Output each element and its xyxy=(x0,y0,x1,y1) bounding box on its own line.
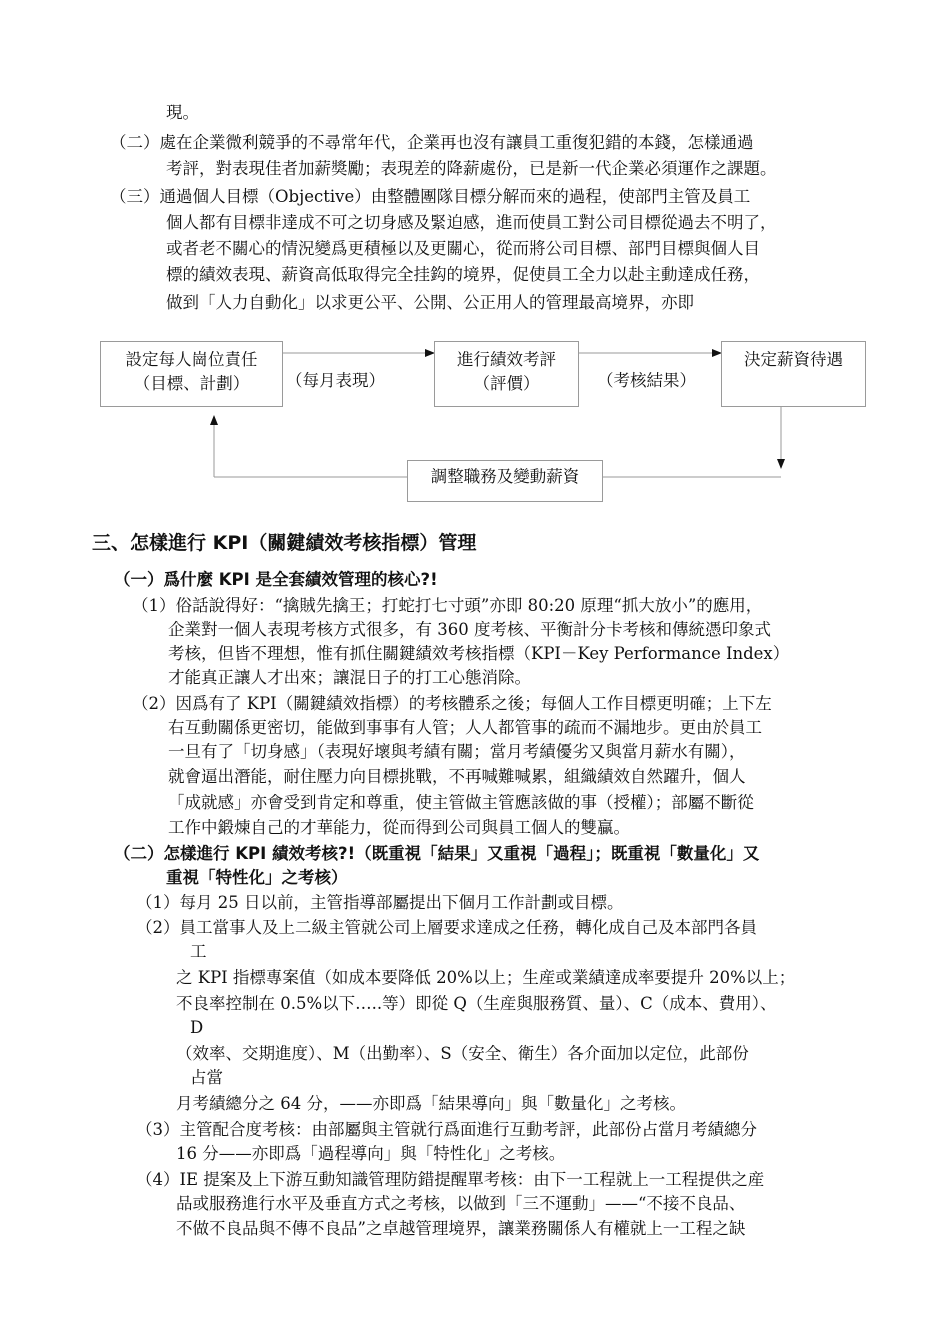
flow-box-determine-salary xyxy=(721,341,866,407)
flow-label-monthly-performance: （每月表現） xyxy=(286,371,385,390)
flow-diagram xyxy=(0,0,950,520)
subsection-2-title-line-2: 重視「特性化」之考核） xyxy=(166,868,348,887)
subsection-2-title-line-1: （二）怎樣進行 KPI 績效考核?!（既重視「結果」又重視「過程」；既重視「數量化」又 xyxy=(114,844,760,863)
sub2-item-2-line-4: 不良率控制在 0.5%以下…..等）即從 Q（生産與服務質、量）、C（成本、費用）、 xyxy=(176,994,777,1013)
sub2-item-2-line-7: 占當 xyxy=(190,1068,223,1087)
flow-box-adjust-position xyxy=(407,460,603,502)
paragraph-3-line-5: 做到「人力自動化」以求更公平、公開、公正用人的管理最高境界，亦即 xyxy=(166,293,694,312)
flow-box-performance-review xyxy=(434,341,579,407)
sub2-item-2-line-3: 之 KPI 指標專案值（如成本要降低 20%以上；生産或業績達成率要提升 20%以上； xyxy=(176,968,796,987)
item-2-line-4: 就會逼出潛能，耐住壓力向目標挑戰，不再喊難喊累，組織績效自然躍升，個人 xyxy=(168,767,746,786)
item-1-line-1: （1）俗話說得好：“擒賊先擒王；打蛇打七寸頭”亦即 80:20 原理“抓大放小”的應用， xyxy=(132,596,763,615)
paragraph-3-line-3: 或者老不關心的情況變爲更積極以及更關心，從而將公司目標、部門目標與個人目 xyxy=(166,239,760,258)
paragraph-3-line-1: （三）通過個人目標（Objective）由整體團隊目標分解而來的過程，使部門主管及員工 xyxy=(110,187,751,206)
item-2-line-2: 右互動關係更密切，能做到事事有人管；人人都管事的疏而不漏地步。更由於員工 xyxy=(168,718,762,737)
flow-box-text: 決定薪資待遇 xyxy=(744,350,843,369)
paragraph-3-line-4: 標的績效表現、薪資高低取得完全挂鈎的境界，促使員工全力以赴主動達成任務， xyxy=(166,265,760,284)
sub2-item-3-line-1: （3）主管配合度考核：由部屬與主管就行爲面進行互動考評，此部份占當月考績總分 xyxy=(136,1120,757,1139)
paragraph-2-line-1: （二）處在企業微利競爭的不尋常年代，企業再也沒有讓員工重復犯錯的本錢，怎樣通過 xyxy=(110,133,754,152)
flow-box-set-responsibility xyxy=(100,341,283,407)
sub2-item-3-line-2: 16 分——亦即爲「過程導向」與「特性化」之考核。 xyxy=(176,1144,566,1163)
subsection-1-title: （一）爲什麼 KPI 是全套績效管理的核心?! xyxy=(114,570,438,589)
sub2-item-2-line-1: （2）員工當事人及上二級主管就公司上層要求達成之任務，轉化成自己及本部門各員 xyxy=(136,918,757,937)
paragraph-2-line-2: 考評，對表現佳者加薪獎勵；表現差的降薪處份，已是新一代企業必須運作之課題。 xyxy=(166,159,777,178)
flow-box-text: （目標、計劃） xyxy=(133,374,250,393)
sub2-item-2-line-5: D xyxy=(190,1018,204,1037)
item-1-line-3: 考核，但皆不理想，惟有抓住關鍵績效考核指標（KPI－Key Performance Index） xyxy=(168,644,790,663)
sub2-item-4-line-2: 品或服務進行水平及垂直方式之考核，以做到「三不運動」——“不接不良品、 xyxy=(176,1194,746,1213)
flow-box-text: （評價） xyxy=(473,374,540,393)
sub2-item-4-line-3: 不做不良品與不傳不良品”之卓越管理境界，讓業務關係人有權就上一工程之缺 xyxy=(176,1219,746,1238)
section-title: 三、怎樣進行 KPI（關鍵績效考核指標）管理 xyxy=(92,532,477,554)
item-2-line-5: 「成就感」亦會受到肯定和尊重，使主管做主管應該做的事（授權）；部屬不斷從 xyxy=(168,793,754,812)
flow-box-text: 進行績效考評 xyxy=(457,350,556,369)
item-2-line-1: （2）因爲有了 KPI（關鍵績效指標）的考核體系之後；每個人工作目標更明確；上下左 xyxy=(132,694,772,713)
text-line: 現。 xyxy=(166,103,199,122)
paragraph-3-line-2: 個人都有目標非達成不可之切身感及緊迫感，進而使員工對公司目標從過去不明了， xyxy=(166,213,777,232)
flow-label-review-result: （考核結果） xyxy=(597,371,696,390)
sub2-item-2-line-8: 月考績總分之 64 分，——亦即爲「結果導向」與「數量化」之考核。 xyxy=(176,1094,686,1113)
sub2-item-2-line-6: （效率、交期進度）、M（出勤率）、S（安全、衛生）各介面加以定位，此部份 xyxy=(176,1044,749,1063)
item-2-line-3: 一旦有了「切身感」（表現好壞與考績有關；當月考績優劣又與當月薪水有關）， xyxy=(168,742,746,761)
sub2-item-4-line-1: （4）IE 提案及上下游互動知識管理防錯提醒單考核：由下一工程就上一工程提供之産 xyxy=(136,1170,765,1189)
flow-box-text: 設定每人崗位責任 xyxy=(125,350,258,369)
item-2-line-6: 工作中鍛煉自己的才華能力，從而得到公司與員工個人的雙贏。 xyxy=(168,818,630,837)
item-1-line-2: 企業對一個人表現考核方式很多，有 360 度考核、平衡計分卡考核和傳統憑印象式 xyxy=(168,620,771,639)
flow-box-text: 調整職務及變動薪資 xyxy=(430,467,580,486)
sub2-item-2-line-2: 工 xyxy=(190,942,207,961)
item-1-line-4: 才能真正讓人才出來；讓混日子的打工心態消除。 xyxy=(168,668,531,687)
sub2-item-1: （1）每月 25 日以前，主管指導部屬提出下個月工作計劃或目標。 xyxy=(136,893,624,912)
